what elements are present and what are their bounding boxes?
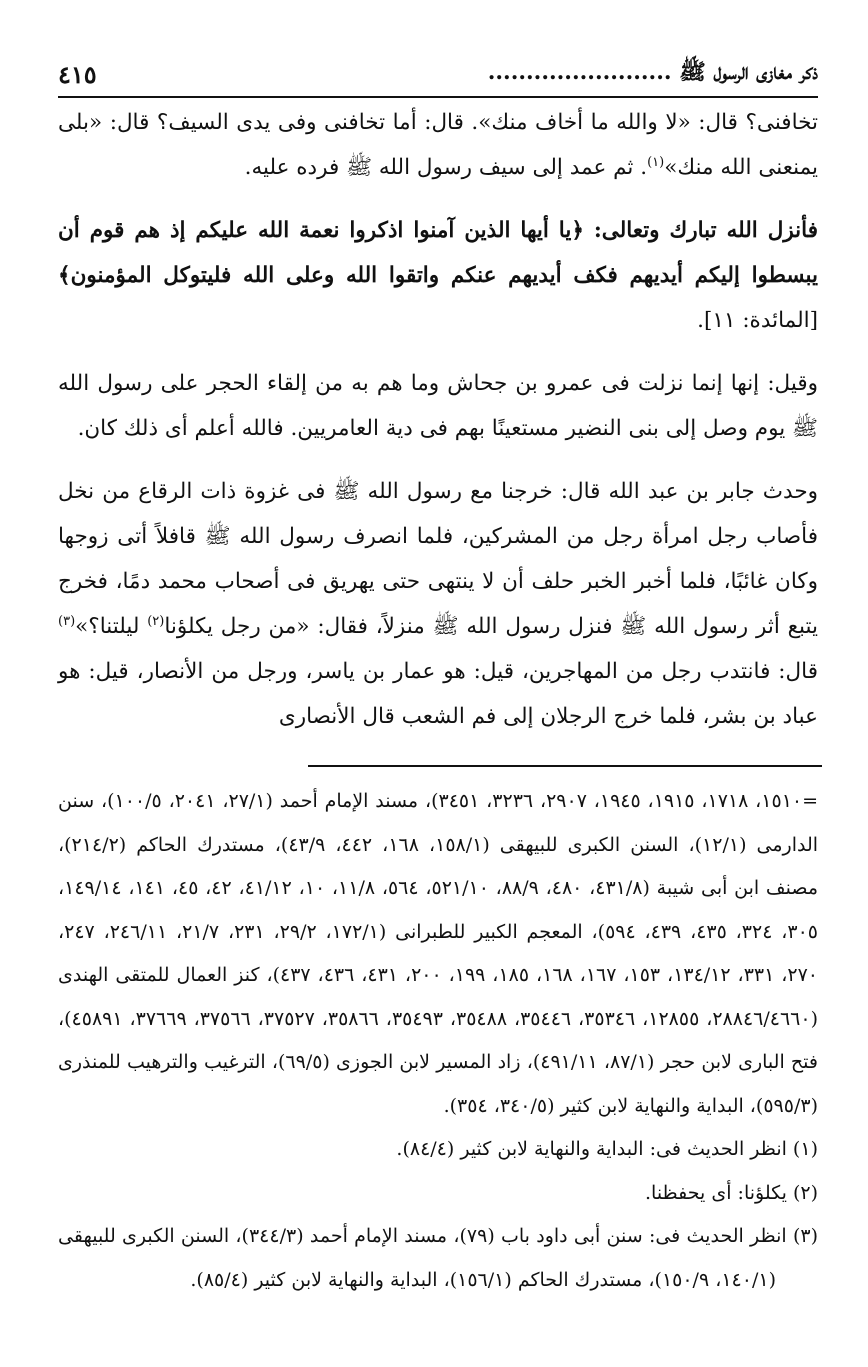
- footnote-2: (٢) يكلؤنا: أى يحفظنا.: [645, 1181, 818, 1204]
- paragraph-2: فأنزل الله تبارك وتعالى: ﴿يا أيها الذين آمنوا اذكروا نعمة الله عليكم إذ هم قوم أن يبسطوا إليكم أيديهم فكف أيديهم عنكم واتقوا الله وعلى الله فليتوكل المؤمنون﴾ [المائدة: ١١].: [58, 218, 818, 333]
- paragraph-1: تخافنى؟ قال: «لا والله ما أخاف منك». قال: أما تخافنى وفى يدى السيف؟ قال: «بلى يمنعنى الله منك»$^{(١)}$. ثم عمد إلى سيف رسول الله ﷺ فرده عليه.: [58, 110, 818, 180]
- footnote-ref-2[interactable]: (٢): [147, 613, 165, 629]
- paragraph-4: وحدث جابر بن عبد الله قال: خرجنا مع رسول الله ﷺ فى غزوة ذات الرقاع من نخل فأصاب رجل امرأة رجل من المشركين، فلما انصرف رسول الله ﷺ قافلاً أتى زوجها وكان غائبًا، فلما أخبر الخبر حلف أن لا ينتهى حتى يهريق فى أصحاب محمد دمًا، فخرج يتبع أثر رسول الله ﷺ فنزل رسول الله ﷺ منزلاً، فقال: «من رجل يكلؤنا$^{(٢)}$ ليلتنا؟»$^{(٣)}$ قال: فانتدب رجل من المهاجرين، قيل: هو عمار بن ياسر، ورجل من الأنصار، قيل: هو عباد بن بشر، فلما خرج الرجلان إلى فم الشعب قال الأنصارى: [58, 479, 818, 729]
- footnote-ref-3[interactable]: (٣): [58, 613, 76, 629]
- footnote-continued: =١٥١٠، ١٧١٨، ١٩١٥، ١٩٤٥، ٢٩٠٧، ٣٢٣٦، ٣٤٥١)، مسند الإمام أحمد (٢٧/١، ٢٠٤١، ١٠٠/٥)، سنن الدارمى (١٢/١)، السنن الكبرى للبيهقى (١٥٨/١، ١٦٨، ٤٤٢، ٤٣/٩)، مستدرك الحاكم (٢١٤/٢)، مصنف ابن أبى شيبة (٤٣١/٨، ٤٨٠، ٨٨/٩، ٥٢١/١٠، ٥٦٤، ١١/٨، ١٠، ٤١/١٢، ٤٢، ٤٥، ١٤١، ١٤٩/١٤، ٣٠٥، ٣٢٤، ٤٣٥، ٤٣٩، ٥٩٤)، المعجم الكبير للطبرانى (١٧٢/١، ٢٩/٢، ٢٣١، ٢١/٧، ٢٤٦/١١، ٢٤٧، ٢٧٠، ٣٣١، ١٣٤/١٢، ١٥٣، ١٦٧، ١٦٨، ١٨٥، ١٩٩، ٢٠٠، ٤٣١، ٤٣٦، ٤٣٧)، كنز العمال للمتقى الهندى (٢٨٨٤٦/٤٦٦٠، ١٢٨٥٥، ٣٥٣٤٦، ٣٥٤٤٦، ٣٥٤٨٨، ٣٥٤٩٣، ٣٥٨٦٦، ٣٧٥٢٧، ٣٧٥٦٦، ٣٧٦٦٩، ٤٥٨٩١)، فتح البارى لابن حجر (٨٧/١، ٤٩١/١١)، زاد المسير لابن الجوزى (٦٩/٥)، الترغيب والترهيب للمنذرى (٥٩٥/٣)، البداية والنهاية لابن كثير (٣٤٠/٥، ٣٥٤).: [58, 790, 819, 1117]
- footnote-3: (٣) انظر الحديث فى: سنن أبى داود باب (٧٩)، مسند الإمام أحمد (٣٤٤/٣)، السنن الكبرى للبيهقى (١٤٠/١، ١٥٠/٩)، مستدرك الحاكم (١٥٦/١)، البداية والنهاية لابن كثير (٨٥/٤).: [58, 1225, 819, 1291]
- footnotes: [58, 780, 818, 1302]
- running-header: [58, 52, 818, 98]
- chapter-title: [488, 58, 818, 90]
- main-text: [58, 100, 818, 739]
- quran-verse: ﴿يا أيها الذين آمنوا اذكروا نعمة الله عليكم إذ هم قوم أن يبسطوا إليكم أيديهم فكف أيديهم عنكم واتقوا الله وعلى الله فليتوكل المؤمنون﴾: [58, 218, 818, 288]
- paragraph-3: وقيل: إنها إنما نزلت فى عمرو بن جحاش وما هم به من إلقاء الحجر على رسول الله ﷺ يوم وصل إلى بنى النضير مستعينًا بهم فى دية العامريين. فالله أعلم أى ذلك كان.: [58, 371, 818, 441]
- leader-dots: ........................: [487, 59, 672, 85]
- verse-reference: [المائدة: ١١].: [697, 308, 818, 333]
- page-number: ٤١٥: [58, 59, 97, 89]
- footnote-separator: [308, 765, 822, 767]
- footnote-ref-1[interactable]: (١): [647, 154, 665, 170]
- chapter-title-text: ذكر مغازى الرسول ﷺ: [679, 59, 818, 85]
- footnote-1: (١) انظر الحديث فى: البداية والنهاية لابن كثير (٨٤/٤).: [396, 1138, 818, 1160]
